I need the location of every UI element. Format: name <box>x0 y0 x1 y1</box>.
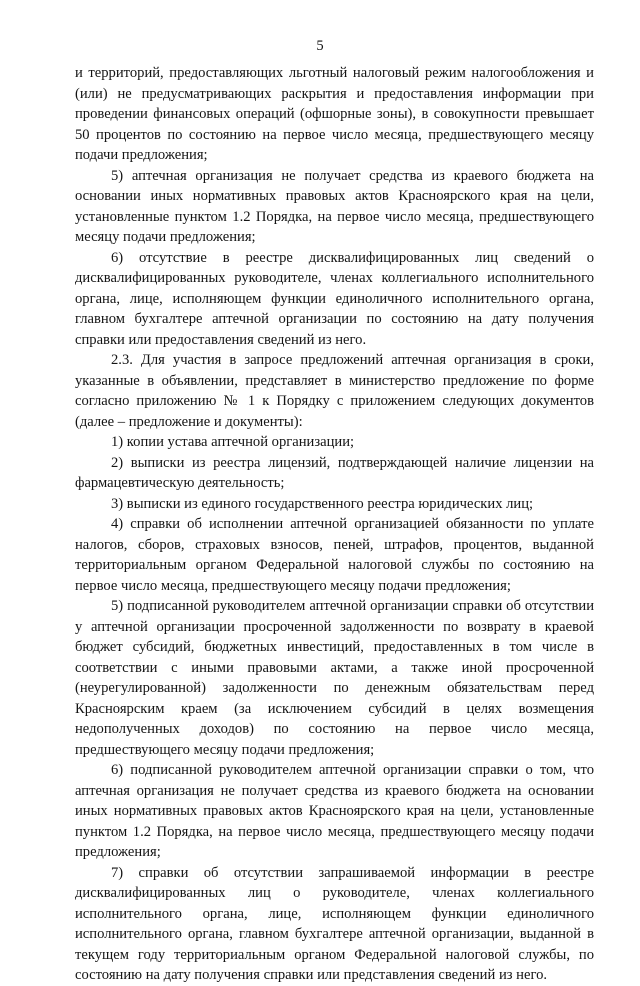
paragraph: 6) подписанной руководителем аптечной организации справки о том, что аптечная организация не получает средства из краевого бюджета на основании иных нормативных правовых актов Красноярского края на цели, установленные пунктом 1.2 Порядка, на первое число месяца, предшествующего месяцу подачи предложения; <box>75 762 594 860</box>
paragraph: 2) выписки из реестра лицензий, подтверждающей наличие лицензии на фармацевтическую деятельность; <box>75 454 594 491</box>
paragraph: 6) отсутствие в реестре дисквалифицированных лиц сведений о дисквалифицированных руководителе, членах коллегиального исполнительного органа, лице, исполняющем функции единоличного исполнительного органа, главном бухгалтере аптечной организации по состоянию на дату получения справки или предоставления сведений из него. <box>75 249 594 348</box>
paragraph: 7) справки об отсутствии запрашиваемой информации в реестре дисквалифицированных лиц о руководителе, членах коллегиального исполнительного органа, лице, исполняющем функции единоличного исполнительного органа, главном бухгалтере аптечной организации, выданной в текущем году территориальным органом Федеральной налоговой службы, по состоянию на дату получения справки или представления сведений из него. <box>75 864 594 983</box>
paragraph: 1) копии устава аптечной организации; <box>111 434 355 450</box>
document-body <box>75 63 594 986</box>
paragraph: 5) подписанной руководителем аптечной организации справки об отсутствии у аптечной организации просроченной задолженности по возврату в краевой бюджет субсидий, бюджетных инвестиций, предоставленных в том числе в соответствии с иными правовыми актами, а также иной просроченной (неурегулированной) задолженности по денежным обязательствам перед Красноярским краем (за исключением субсидий в целях возмещения недополученных доходов) по состоянию на первое число месяца, предшествующего месяцу подачи предложения; <box>75 598 594 758</box>
paragraph: и территорий, предоставляющих льготный налоговый режим налогообложения и (или) не предусматривающих раскрытия и предоставления информации при проведении финансовых операций (офшорные зоны), в совокупности превышает 50 процентов по состоянию на первое число месяца, предшествующего месяцу подачи предложения; <box>75 65 594 163</box>
paragraph: 4) справки об исполнении аптечной организацией обязанности по уплате налогов, сборов, страховых взносов, пеней, штрафов, процентов, выданной территориальным органом Федеральной налоговой службы по состоянию на первое число месяца, предшествующего месяцу подачи предложения; <box>75 516 594 594</box>
paragraph: 2.3. Для участия в запросе предложений аптечная организация в сроки, указанные в объявлении, представляет в министерство предложение по форме согласно приложению № 1 к Порядку с приложением следующих документов (далее – предложение и документы): <box>75 352 594 430</box>
paragraph: 3) выписки из единого государственного реестра юридических лиц; <box>111 495 534 512</box>
page-number: 5 <box>316 38 324 54</box>
paragraph: 5) аптечная организация не получает средства из краевого бюджета на основании иных нормативных правовых актов Красноярского края на цели, установленные пунктом 1.2 Порядка, на первое число месяца, предшествующего месяцу подачи предложения; <box>75 167 594 245</box>
